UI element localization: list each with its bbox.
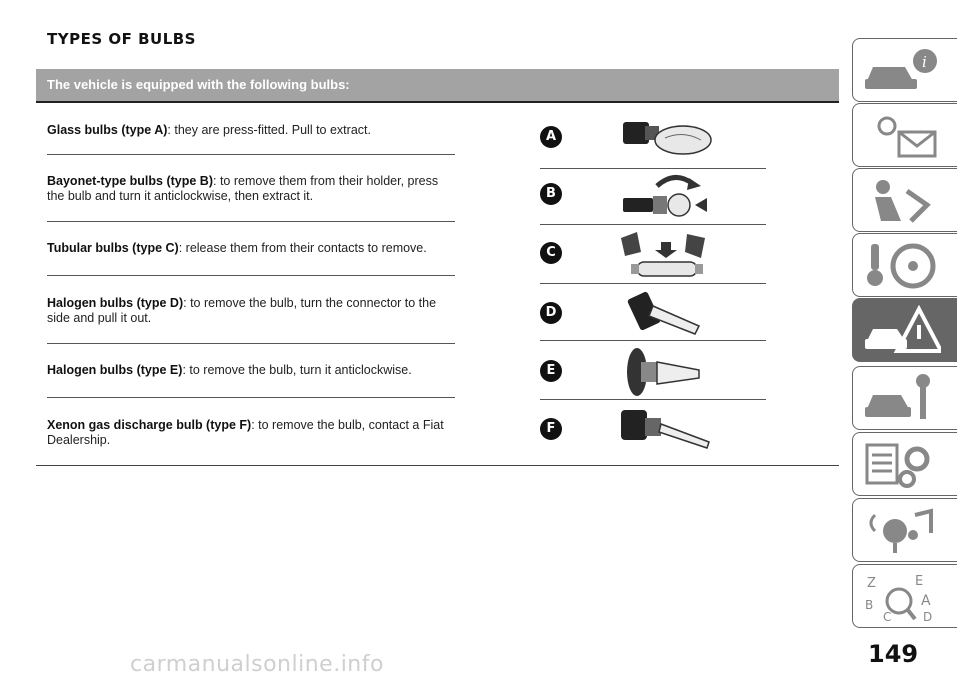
tab-multimedia[interactable] [852, 498, 957, 562]
svg-text:D: D [923, 610, 933, 624]
illustration-divider [540, 399, 766, 400]
airbag-safety-icon [861, 175, 941, 225]
halogen-bulb-d-icon [615, 286, 715, 338]
illustration-divider [540, 168, 766, 169]
tab-index[interactable] [852, 564, 957, 628]
illustration-divider [540, 283, 766, 284]
letter-badge-d: D [540, 302, 562, 324]
section-bottom-rule [36, 465, 839, 466]
svg-text:i: i [922, 53, 927, 71]
bulb-row-c [47, 241, 455, 256]
row-divider [47, 275, 455, 276]
bulb-name: Tubular bulbs (type C) [47, 241, 179, 255]
section-header-text: The vehicle is equipped with the following bulbs: [47, 77, 350, 92]
letter-badge-b: B [540, 183, 562, 205]
illustration-divider [540, 340, 766, 341]
bulb-row-e [47, 363, 455, 378]
svg-text:A: A [921, 593, 931, 609]
tab-car-info[interactable] [852, 38, 957, 102]
page-number: 149 [868, 640, 919, 668]
letter-badge-f: F [540, 418, 562, 440]
steering-key-icon [861, 240, 941, 290]
tab-starting-driving[interactable] [852, 233, 957, 297]
bulb-desc: : they are press-fitted. Pull to extract. [167, 123, 371, 137]
bulb-desc: : to remove the bulb, turn it anticlockwise. [182, 363, 412, 377]
tab-emergency[interactable] [852, 298, 957, 362]
bulb-row-f [47, 418, 455, 448]
xenon-bulb-icon [615, 402, 715, 458]
bulb-desc: : to remove the bulb, turn the connector to the side and pull it out. [47, 296, 437, 325]
tab-specifications[interactable] [852, 432, 957, 496]
svg-text:C: C [883, 610, 892, 624]
row-divider [47, 343, 455, 344]
index-search-icon [861, 571, 941, 627]
bulb-desc: : release them from their contacts to remove. [178, 241, 427, 255]
bulb-desc: : to remove them from their holder, press the bulb and turn it anticlockwise, then extract it. [47, 174, 439, 203]
letter-badge-c: C [540, 242, 562, 264]
tab-maintenance[interactable] [852, 366, 957, 430]
bulb-name: Halogen bulbs (type D) [47, 296, 184, 310]
bulb-desc: : to remove the bulb, contact a Fiat Dealership. [47, 418, 444, 447]
bulb-row-b [47, 174, 455, 204]
svg-text:B: B [865, 598, 874, 612]
row-divider [47, 397, 455, 398]
bulb-name: Bayonet-type bulbs (type B) [47, 174, 213, 188]
halogen-bulb-e-icon [615, 344, 715, 400]
tubular-bulb-icon [615, 228, 715, 280]
footer-watermark: carmanualsonline.info [130, 652, 384, 677]
car-maintenance-icon [861, 373, 941, 423]
section-header-bar [36, 69, 839, 103]
row-divider [47, 221, 455, 222]
svg-text:E: E [915, 574, 924, 589]
bayonet-bulb-icon [615, 170, 715, 222]
bulb-name: Glass bulbs (type A) [47, 123, 168, 137]
letter-badge-e: E [540, 360, 562, 382]
bulb-row-a [47, 123, 455, 138]
dashboard-lights-icon [861, 110, 941, 160]
specs-gear-icon [861, 439, 941, 489]
letter-badge-a: A [540, 126, 562, 148]
page-title: TYPES OF BULBS [47, 30, 196, 48]
multimedia-icon [861, 505, 941, 555]
bulb-name: Halogen bulbs (type E) [47, 363, 183, 377]
glass-bulb-icon [615, 112, 715, 162]
bulb-row-d [47, 296, 455, 326]
emergency-warning-icon [861, 305, 941, 355]
car-info-icon [861, 45, 941, 95]
bulb-name: Xenon gas discharge bulb (type F) [47, 418, 252, 432]
tab-dashboard[interactable] [852, 103, 957, 167]
tab-safety[interactable] [852, 168, 957, 232]
illustration-divider [540, 224, 766, 225]
svg-text:Z: Z [867, 576, 876, 591]
row-divider [47, 154, 455, 155]
